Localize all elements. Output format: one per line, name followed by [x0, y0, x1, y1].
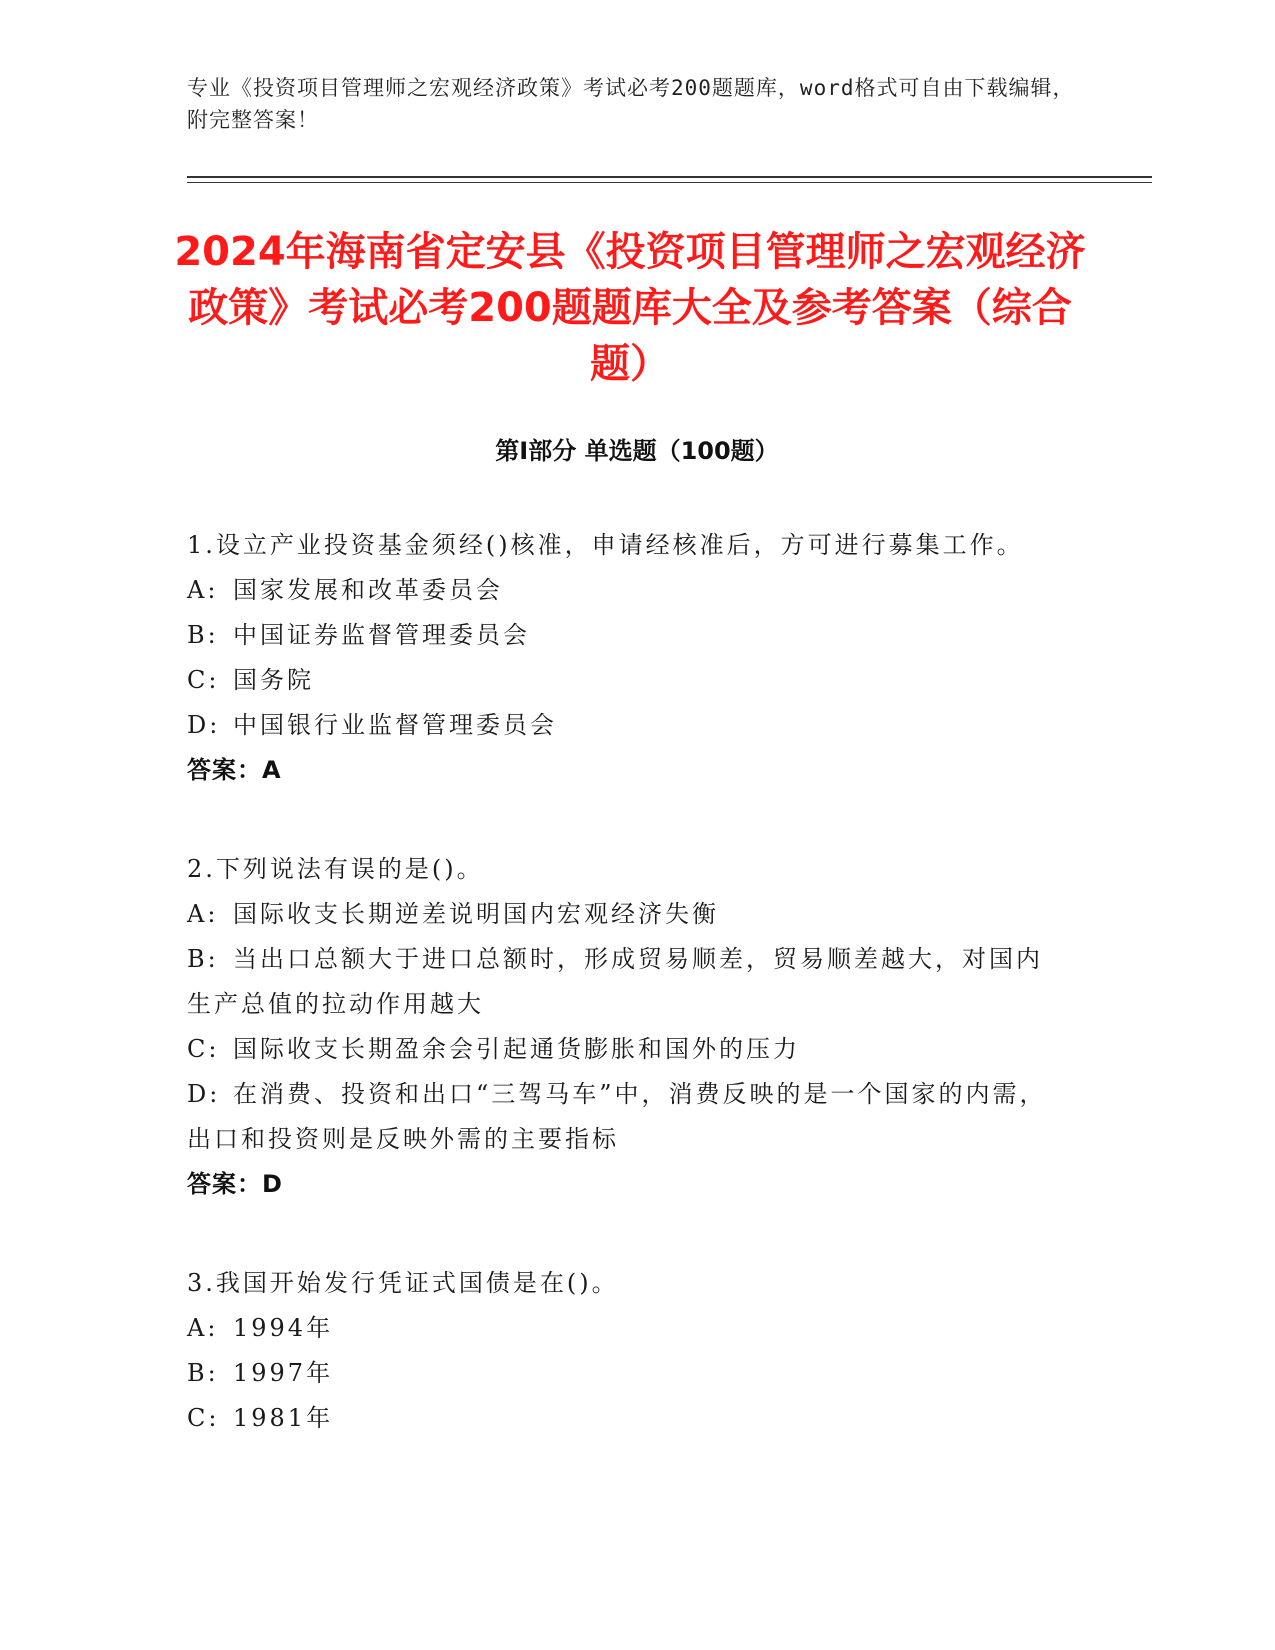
option-line [187, 1027, 1067, 1072]
option-letter: B: [187, 945, 219, 973]
header-divider-thick [187, 176, 1152, 178]
question-item [187, 847, 1067, 1207]
header-note: 专业《投资项目管理师之宏观经济政策》考试必考200题题库，word格式可自由下载编辑，附完整答案！ [187, 76, 1075, 132]
option-text: 国务院 [233, 666, 314, 694]
option-letter: D: [187, 1080, 221, 1108]
option-letter: C: [187, 1404, 220, 1432]
option-letter: D: [187, 711, 221, 739]
option-line [187, 1306, 1067, 1351]
option-line [187, 892, 1067, 937]
option-line [187, 1072, 1067, 1162]
question-list [187, 523, 1067, 1495]
question-stem: 2.下列说法有误的是()。 [187, 855, 484, 883]
option-letter: C: [187, 666, 220, 694]
option-text: 中国银行业监督管理委员会 [233, 711, 557, 739]
answer-line: 答案：D [187, 1170, 283, 1198]
question-stem: 1.设立产业投资基金须经()核准，申请经核准后，方可进行募集工作。 [187, 531, 1024, 559]
option-text: 国际收支长期逆差说明国内宏观经济失衡 [233, 900, 719, 928]
option-line [187, 1396, 1067, 1441]
option-line [187, 703, 1067, 748]
option-line [187, 658, 1067, 703]
question-stem: 3.我国开始发行凭证式国债是在()。 [187, 1269, 619, 1297]
option-letter: B: [187, 1359, 219, 1387]
option-letter: A: [187, 576, 219, 604]
header-divider-thin [187, 182, 1152, 183]
question-item [187, 1261, 1067, 1441]
option-text: 中国证券监督管理委员会 [233, 621, 530, 649]
option-letter: A: [187, 900, 219, 928]
option-line [187, 1351, 1067, 1396]
option-text: 1994年 [233, 1314, 334, 1342]
question-item [187, 523, 1067, 793]
option-letter: B: [187, 621, 219, 649]
option-text: 当出口总额大于进口总额时，形成贸易顺差，贸易顺差越大，对国内生产总值的拉动作用越大 [187, 945, 1043, 1018]
option-line [187, 568, 1067, 613]
option-line [187, 613, 1067, 658]
document-title: 2024年海南省定安县《投资项目管理师之宏观经济政策》考试必考200题题库大全及参考答案（综合题） [174, 229, 1086, 387]
option-text: 国际收支长期盈余会引起通货膨胀和国外的压力 [233, 1035, 800, 1063]
option-letter: C: [187, 1035, 220, 1063]
option-line [187, 937, 1067, 1027]
option-text: 国家发展和改革委员会 [233, 576, 503, 604]
option-letter: A: [187, 1314, 219, 1342]
option-text: 在消费、投资和出口“三驾马车”中，消费反映的是一个国家的内需，出口和投资则是反映外需的主要指标 [187, 1080, 1047, 1153]
answer-line: 答案：A [187, 756, 282, 784]
option-text: 1997年 [233, 1359, 334, 1387]
section-title: 第I部分 单选题（100题） [495, 437, 779, 465]
option-text: 1981年 [233, 1404, 334, 1432]
